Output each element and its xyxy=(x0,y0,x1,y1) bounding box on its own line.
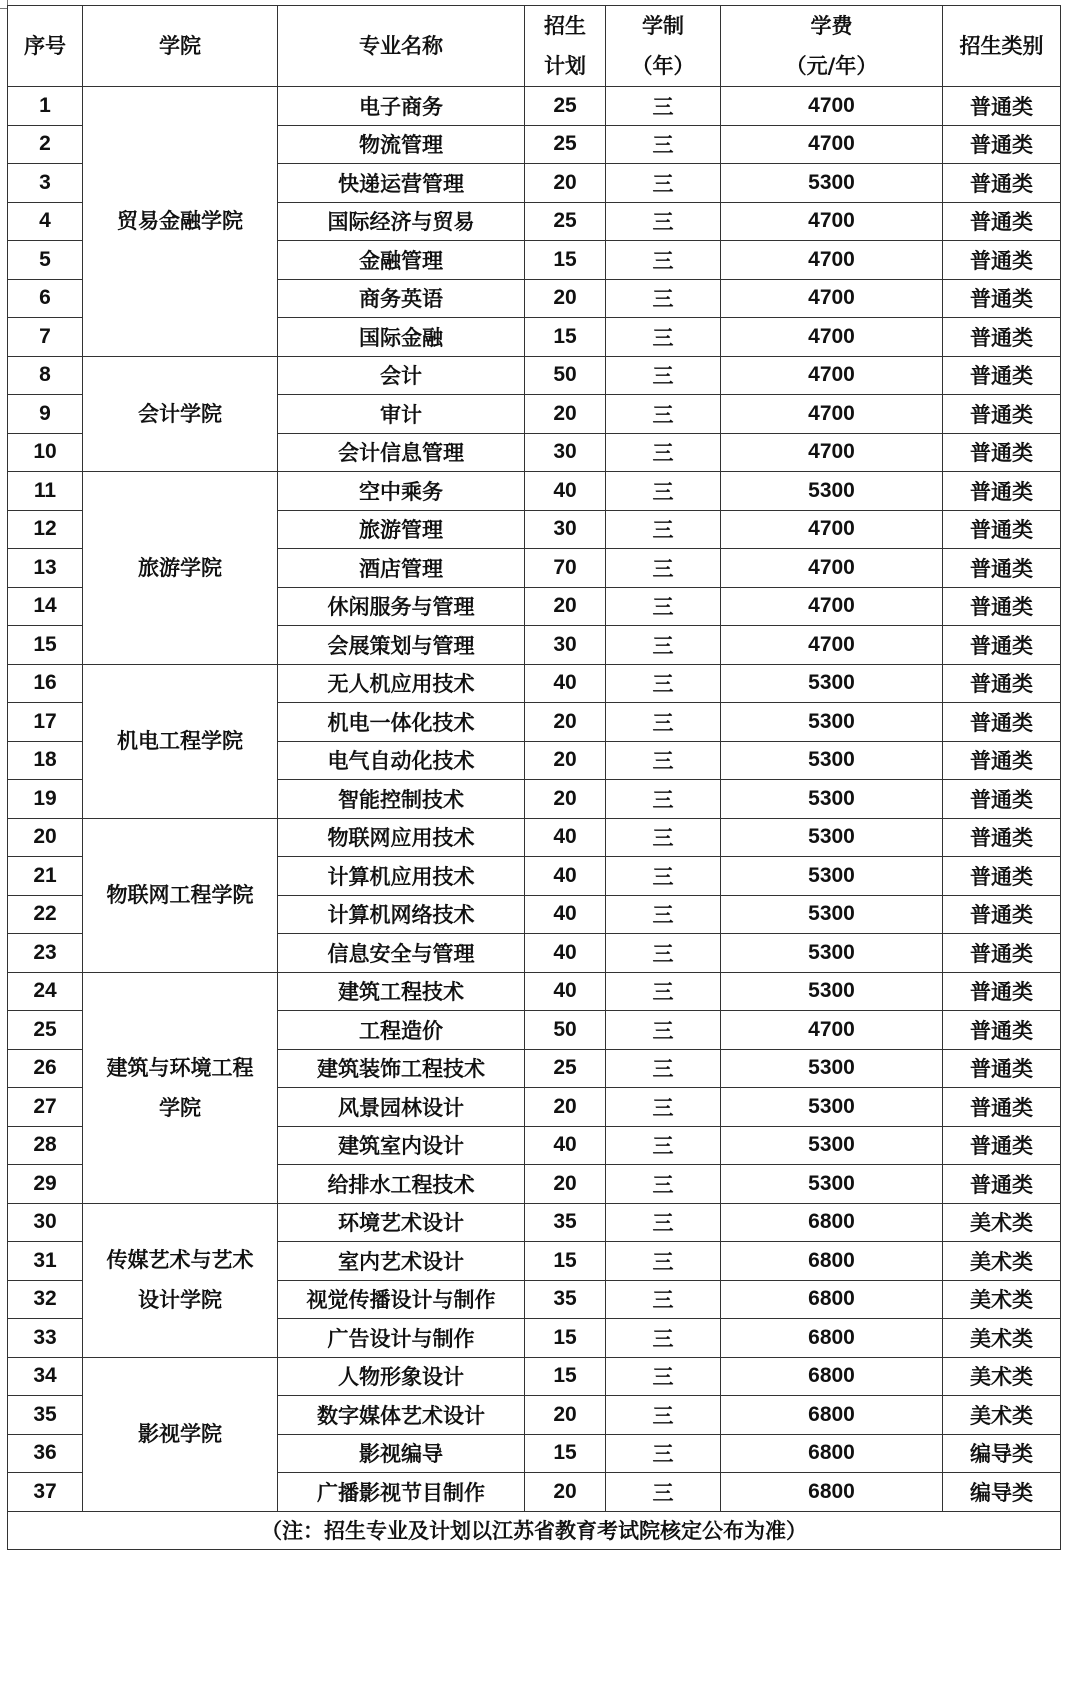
cell-college: 贸易金融学院 xyxy=(83,87,278,357)
table-row xyxy=(8,664,1061,703)
cell-duration: 三 xyxy=(606,1280,721,1319)
cell-major: 广播影视节目制作 xyxy=(278,1473,525,1512)
cell-category: 普通类 xyxy=(943,202,1061,241)
cell-duration: 三 xyxy=(606,741,721,780)
cell-fee: 5300 xyxy=(721,1088,943,1127)
cell-plan: 40 xyxy=(525,972,606,1011)
cell-category: 普通类 xyxy=(943,741,1061,780)
cell-fee: 5300 xyxy=(721,703,943,742)
cell-major: 影视编导 xyxy=(278,1434,525,1473)
cell-major: 国际经济与贸易 xyxy=(278,202,525,241)
cell-index: 9 xyxy=(8,395,83,434)
header-fee-line2: （元/年） xyxy=(785,54,878,78)
cell-fee: 5300 xyxy=(721,857,943,896)
cell-plan: 40 xyxy=(525,1126,606,1165)
header-college: 学院 xyxy=(83,6,278,87)
cell-major: 电气自动化技术 xyxy=(278,741,525,780)
cell-plan: 50 xyxy=(525,356,606,395)
cell-duration: 三 xyxy=(606,433,721,472)
cell-duration: 三 xyxy=(606,1049,721,1088)
cell-index: 16 xyxy=(8,664,83,703)
cell-fee: 5300 xyxy=(721,780,943,819)
cell-index: 23 xyxy=(8,934,83,973)
note-text: （注：招生专业及计划以江苏省教育考试院核定公布为准） xyxy=(8,1511,1061,1550)
header-duration-line1: 学制 xyxy=(642,14,684,38)
cell-plan: 15 xyxy=(525,318,606,357)
cell-major: 旅游管理 xyxy=(278,510,525,549)
cell-index: 7 xyxy=(8,318,83,357)
cell-duration: 三 xyxy=(606,164,721,203)
cell-plan: 20 xyxy=(525,703,606,742)
cell-index: 24 xyxy=(8,972,83,1011)
cell-major: 机电一体化技术 xyxy=(278,703,525,742)
cell-plan: 25 xyxy=(525,202,606,241)
cell-plan: 20 xyxy=(525,1473,606,1512)
cell-plan: 20 xyxy=(525,1088,606,1127)
header-category: 招生类别 xyxy=(943,6,1061,87)
cell-college: 建筑与环境工程 学院 xyxy=(83,972,278,1203)
cell-category: 普通类 xyxy=(943,895,1061,934)
cell-category: 美术类 xyxy=(943,1319,1061,1358)
cell-fee: 4700 xyxy=(721,1011,943,1050)
cell-major: 国际金融 xyxy=(278,318,525,357)
cell-duration: 三 xyxy=(606,356,721,395)
cell-index: 8 xyxy=(8,356,83,395)
cell-plan: 30 xyxy=(525,626,606,665)
cell-fee: 4700 xyxy=(721,549,943,588)
cell-category: 普通类 xyxy=(943,549,1061,588)
cell-major: 会计信息管理 xyxy=(278,433,525,472)
cell-duration: 三 xyxy=(606,934,721,973)
cell-major: 物流管理 xyxy=(278,125,525,164)
cell-major: 酒店管理 xyxy=(278,549,525,588)
cell-plan: 15 xyxy=(525,1319,606,1358)
cell-category: 美术类 xyxy=(943,1357,1061,1396)
cell-category: 普通类 xyxy=(943,780,1061,819)
cell-fee: 6800 xyxy=(721,1203,943,1242)
cell-category: 普通类 xyxy=(943,433,1061,472)
cell-duration: 三 xyxy=(606,472,721,511)
table-row xyxy=(8,472,1061,511)
cell-major: 风景园林设计 xyxy=(278,1088,525,1127)
cell-fee: 5300 xyxy=(721,818,943,857)
cell-index: 30 xyxy=(8,1203,83,1242)
cell-fee: 5300 xyxy=(721,741,943,780)
table-body xyxy=(8,87,1061,1512)
cell-index: 1 xyxy=(8,87,83,126)
cell-fee: 6800 xyxy=(721,1280,943,1319)
cell-category: 普通类 xyxy=(943,318,1061,357)
cell-category: 美术类 xyxy=(943,1203,1061,1242)
cell-major: 电子商务 xyxy=(278,87,525,126)
header-fee-line1: 学费 xyxy=(810,14,853,38)
cell-duration: 三 xyxy=(606,1165,721,1204)
cell-duration: 三 xyxy=(606,549,721,588)
cell-fee: 4700 xyxy=(721,125,943,164)
cell-duration: 三 xyxy=(606,780,721,819)
cell-category: 普通类 xyxy=(943,1049,1061,1088)
header-duration xyxy=(606,6,721,87)
cell-fee: 4700 xyxy=(721,433,943,472)
cell-category: 普通类 xyxy=(943,125,1061,164)
cell-major: 金融管理 xyxy=(278,241,525,280)
header-fee xyxy=(721,6,943,87)
cell-major: 休闲服务与管理 xyxy=(278,587,525,626)
cell-plan: 15 xyxy=(525,241,606,280)
cell-fee: 4700 xyxy=(721,87,943,126)
cell-major: 计算机网络技术 xyxy=(278,895,525,934)
cell-duration: 三 xyxy=(606,395,721,434)
cell-plan: 15 xyxy=(525,1242,606,1281)
cell-major: 快递运营管理 xyxy=(278,164,525,203)
cell-major: 计算机应用技术 xyxy=(278,857,525,896)
cell-major: 信息安全与管理 xyxy=(278,934,525,973)
cell-category: 普通类 xyxy=(943,279,1061,318)
cell-index: 32 xyxy=(8,1280,83,1319)
header-index: 序号 xyxy=(8,6,83,87)
table-row xyxy=(8,972,1061,1011)
cell-duration: 三 xyxy=(606,664,721,703)
cell-major: 环境艺术设计 xyxy=(278,1203,525,1242)
cell-duration: 三 xyxy=(606,895,721,934)
cell-fee: 4700 xyxy=(721,626,943,665)
cell-duration: 三 xyxy=(606,1473,721,1512)
cell-fee: 6800 xyxy=(721,1396,943,1435)
cell-index: 13 xyxy=(8,549,83,588)
cell-major: 无人机应用技术 xyxy=(278,664,525,703)
cell-index: 3 xyxy=(8,164,83,203)
cell-plan: 20 xyxy=(525,587,606,626)
cell-duration: 三 xyxy=(606,972,721,1011)
cell-index: 4 xyxy=(8,202,83,241)
cell-index: 21 xyxy=(8,857,83,896)
cell-major: 审计 xyxy=(278,395,525,434)
cell-duration: 三 xyxy=(606,1242,721,1281)
cell-plan: 50 xyxy=(525,1011,606,1050)
cell-index: 17 xyxy=(8,703,83,742)
cell-category: 普通类 xyxy=(943,703,1061,742)
cell-major: 数字媒体艺术设计 xyxy=(278,1396,525,1435)
cell-fee: 5300 xyxy=(721,895,943,934)
cell-plan: 20 xyxy=(525,1165,606,1204)
cell-plan: 25 xyxy=(525,125,606,164)
cell-duration: 三 xyxy=(606,1434,721,1473)
cell-major: 物联网应用技术 xyxy=(278,818,525,857)
header-duration-line2: （年） xyxy=(631,54,695,78)
cell-index: 25 xyxy=(8,1011,83,1050)
cell-category: 普通类 xyxy=(943,164,1061,203)
cell-duration: 三 xyxy=(606,1396,721,1435)
cell-category: 普通类 xyxy=(943,626,1061,665)
cell-college: 传媒艺术与艺术 设计学院 xyxy=(83,1203,278,1357)
header-plan-line2: 计划 xyxy=(544,54,586,78)
cell-major: 会计 xyxy=(278,356,525,395)
cell-index: 27 xyxy=(8,1088,83,1127)
cell-index: 36 xyxy=(8,1434,83,1473)
cell-duration: 三 xyxy=(606,510,721,549)
crop-mark xyxy=(0,8,7,9)
cell-fee: 4700 xyxy=(721,395,943,434)
cell-category: 普通类 xyxy=(943,510,1061,549)
cell-category: 普通类 xyxy=(943,587,1061,626)
cell-duration: 三 xyxy=(606,87,721,126)
cell-duration: 三 xyxy=(606,1357,721,1396)
header-plan xyxy=(525,6,606,87)
cell-major: 室内艺术设计 xyxy=(278,1242,525,1281)
cell-category: 美术类 xyxy=(943,1242,1061,1281)
cell-category: 普通类 xyxy=(943,241,1061,280)
cell-index: 20 xyxy=(8,818,83,857)
cell-category: 普通类 xyxy=(943,857,1061,896)
cell-major: 建筑工程技术 xyxy=(278,972,525,1011)
cell-category: 编导类 xyxy=(943,1473,1061,1512)
cell-college: 物联网工程学院 xyxy=(83,818,278,972)
cell-fee: 4700 xyxy=(721,279,943,318)
cell-plan: 25 xyxy=(525,1049,606,1088)
cell-fee: 6800 xyxy=(721,1242,943,1281)
cell-category: 美术类 xyxy=(943,1280,1061,1319)
cell-fee: 4700 xyxy=(721,510,943,549)
cell-duration: 三 xyxy=(606,1011,721,1050)
cell-category: 普通类 xyxy=(943,1088,1061,1127)
cell-plan: 40 xyxy=(525,857,606,896)
cell-category: 普通类 xyxy=(943,1126,1061,1165)
cell-category: 普通类 xyxy=(943,356,1061,395)
cell-category: 普通类 xyxy=(943,472,1061,511)
cell-plan: 30 xyxy=(525,510,606,549)
cell-index: 29 xyxy=(8,1165,83,1204)
cell-duration: 三 xyxy=(606,1126,721,1165)
cell-index: 19 xyxy=(8,780,83,819)
cell-plan: 20 xyxy=(525,395,606,434)
cell-fee: 5300 xyxy=(721,164,943,203)
cell-plan: 20 xyxy=(525,279,606,318)
cell-major: 空中乘务 xyxy=(278,472,525,511)
cell-index: 35 xyxy=(8,1396,83,1435)
cell-plan: 35 xyxy=(525,1280,606,1319)
cell-fee: 5300 xyxy=(721,472,943,511)
cell-college: 机电工程学院 xyxy=(83,664,278,818)
cell-index: 33 xyxy=(8,1319,83,1358)
cell-fee: 4700 xyxy=(721,356,943,395)
cell-category: 普通类 xyxy=(943,664,1061,703)
cell-plan: 30 xyxy=(525,433,606,472)
cell-duration: 三 xyxy=(606,202,721,241)
cell-duration: 三 xyxy=(606,1088,721,1127)
cell-duration: 三 xyxy=(606,279,721,318)
cell-index: 15 xyxy=(8,626,83,665)
cell-fee: 6800 xyxy=(721,1473,943,1512)
cell-plan: 20 xyxy=(525,1396,606,1435)
cell-major: 给排水工程技术 xyxy=(278,1165,525,1204)
cell-duration: 三 xyxy=(606,1203,721,1242)
cell-fee: 4700 xyxy=(721,241,943,280)
cell-category: 普通类 xyxy=(943,1165,1061,1204)
cell-plan: 40 xyxy=(525,472,606,511)
cell-duration: 三 xyxy=(606,587,721,626)
cell-duration: 三 xyxy=(606,125,721,164)
cell-index: 2 xyxy=(8,125,83,164)
cell-duration: 三 xyxy=(606,626,721,665)
cell-plan: 70 xyxy=(525,549,606,588)
cell-index: 22 xyxy=(8,895,83,934)
cell-category: 普通类 xyxy=(943,934,1061,973)
table-row xyxy=(8,87,1061,126)
cell-college: 影视学院 xyxy=(83,1357,278,1511)
cell-plan: 25 xyxy=(525,87,606,126)
cell-plan: 40 xyxy=(525,664,606,703)
cell-duration: 三 xyxy=(606,818,721,857)
cell-fee: 6800 xyxy=(721,1319,943,1358)
cell-index: 26 xyxy=(8,1049,83,1088)
table-row xyxy=(8,818,1061,857)
cell-plan: 20 xyxy=(525,780,606,819)
cell-index: 34 xyxy=(8,1357,83,1396)
cell-duration: 三 xyxy=(606,1319,721,1358)
cell-category: 普通类 xyxy=(943,395,1061,434)
cell-major: 建筑室内设计 xyxy=(278,1126,525,1165)
cell-index: 11 xyxy=(8,472,83,511)
cell-major: 视觉传播设计与制作 xyxy=(278,1280,525,1319)
cell-major: 智能控制技术 xyxy=(278,780,525,819)
cell-index: 6 xyxy=(8,279,83,318)
cell-fee: 4700 xyxy=(721,202,943,241)
cell-major: 会展策划与管理 xyxy=(278,626,525,665)
cell-index: 10 xyxy=(8,433,83,472)
cell-duration: 三 xyxy=(606,703,721,742)
enrollment-plan-table xyxy=(7,5,1061,1550)
cell-index: 5 xyxy=(8,241,83,280)
cell-major: 工程造价 xyxy=(278,1011,525,1050)
cell-index: 28 xyxy=(8,1126,83,1165)
cell-plan: 40 xyxy=(525,895,606,934)
cell-plan: 20 xyxy=(525,741,606,780)
table-row xyxy=(8,1203,1061,1242)
cell-duration: 三 xyxy=(606,857,721,896)
cell-duration: 三 xyxy=(606,241,721,280)
cell-category: 普通类 xyxy=(943,972,1061,1011)
cell-index: 12 xyxy=(8,510,83,549)
cell-category: 编导类 xyxy=(943,1434,1061,1473)
cell-plan: 40 xyxy=(525,934,606,973)
cell-index: 18 xyxy=(8,741,83,780)
cell-fee: 5300 xyxy=(721,934,943,973)
cell-plan: 35 xyxy=(525,1203,606,1242)
header-major: 专业名称 xyxy=(278,6,525,87)
table-header-row xyxy=(8,6,1061,87)
table-row xyxy=(8,356,1061,395)
cell-fee: 4700 xyxy=(721,587,943,626)
cell-fee: 5300 xyxy=(721,1126,943,1165)
table-row xyxy=(8,1357,1061,1396)
cell-index: 14 xyxy=(8,587,83,626)
cell-duration: 三 xyxy=(606,318,721,357)
cell-index: 31 xyxy=(8,1242,83,1281)
cell-major: 人物形象设计 xyxy=(278,1357,525,1396)
cell-major: 建筑装饰工程技术 xyxy=(278,1049,525,1088)
cell-category: 普通类 xyxy=(943,818,1061,857)
cell-plan: 15 xyxy=(525,1434,606,1473)
cell-plan: 40 xyxy=(525,818,606,857)
cell-college: 会计学院 xyxy=(83,356,278,472)
cell-fee: 5300 xyxy=(721,664,943,703)
cell-major: 广告设计与制作 xyxy=(278,1319,525,1358)
cell-fee: 4700 xyxy=(721,318,943,357)
cell-plan: 15 xyxy=(525,1357,606,1396)
cell-plan: 20 xyxy=(525,164,606,203)
cell-fee: 6800 xyxy=(721,1434,943,1473)
note-row xyxy=(8,1511,1061,1550)
cell-major: 商务英语 xyxy=(278,279,525,318)
cell-category: 美术类 xyxy=(943,1396,1061,1435)
cell-category: 普通类 xyxy=(943,1011,1061,1050)
cell-fee: 5300 xyxy=(721,1049,943,1088)
cell-college: 旅游学院 xyxy=(83,472,278,665)
cell-fee: 6800 xyxy=(721,1357,943,1396)
cell-fee: 5300 xyxy=(721,1165,943,1204)
header-plan-line1: 招生 xyxy=(544,14,586,38)
cell-fee: 5300 xyxy=(721,972,943,1011)
cell-category: 普通类 xyxy=(943,87,1061,126)
cell-index: 37 xyxy=(8,1473,83,1512)
